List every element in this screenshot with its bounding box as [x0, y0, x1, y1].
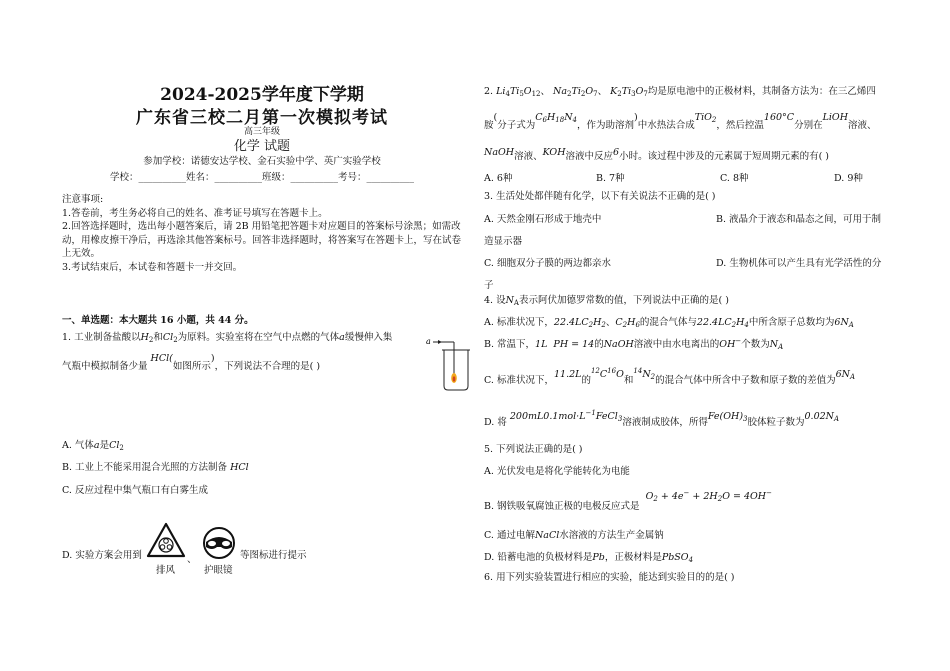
exhaust-fan-icon: [146, 522, 186, 560]
q2-stem-line1: 2. $Li_4Ti_5O_{12}$、 $Na_2Ti_2O_7$、 $K_2Ti_3O_7$均是原电池中的正极材料，其制备方法为：在三乙烯四: [484, 86, 876, 98]
exhaust-icon-label: 排风: [156, 565, 176, 576]
q4-option-b: B. 常温下，1L PH = 14的NaOH溶液中由水电离出的OH−个数为$N_A$: [484, 337, 784, 351]
q5-option-d: D. 铅蓄电池的负极材料是Pb，正极材料是PbSO$_4$: [484, 552, 694, 564]
q5-option-b: B. 钢铁吸氧腐蚀正极的电极反应式是 $O_2 + 4e^- + 2H_2O = 4OH^-$: [484, 489, 772, 512]
q2-stem-line2: 胺(分子式为$C_6H_{18}N_4$，作为助溶剂)中水热法合成TiO$_2$，然后控温160°C分别在LiOH溶液、: [484, 112, 877, 131]
q2-option-d: D. 9种: [834, 173, 863, 184]
q1-option-d: D. 实验方案会用到: [62, 550, 142, 561]
goggles-icon: [200, 526, 238, 560]
q3-option-d-cont: 子: [484, 280, 494, 291]
q6-stem: 6. 用下列实验装置进行相应的实验，能达到实验目的的是( ): [484, 572, 735, 583]
section-title: 一、单选题：本大题共 16 小题，共 44 分。: [62, 315, 254, 326]
q3-option-d: D. 生物机体可以产生具有光学活性的分: [716, 258, 882, 269]
q1-stem-line2: 气瓶中模拟制备少量 HCl(如图所示)，下列说法不合理的是( ): [62, 353, 321, 372]
q1-option-b: B. 工业上不能采用混合光照的方法制备 HCl: [62, 462, 249, 473]
q1-option-c: C. 反应过程中集气瓶口有白雾生成: [62, 485, 208, 496]
q3-option-b-cont: 造显示器: [484, 236, 523, 247]
q1-stem-line1: 1. 工业制备盐酸以$H_2$和$Cl_2$为原料。实验室将在空气中点燃的气体a缓慢伸入集: [62, 332, 393, 344]
q1-option-d-tail: 等图标进行提示: [240, 550, 307, 561]
note-item-1: 1.答卷前，考生务必将自己的姓名、准考证号填写在答题卡上。: [62, 207, 328, 219]
q5-option-a: A. 光伏发电是将化学能转化为电能: [484, 466, 630, 477]
exam-title-year: 2024-2025学年度下学期: [160, 85, 364, 105]
exam-grade: 高三年级: [243, 127, 280, 137]
student-info-line: 学校：__________姓名：__________班级：__________考号：__________: [109, 172, 414, 183]
q4-stem: 4. 设$N_A$表示阿伏加德罗常数的值，下列说法中正确的是( ): [484, 295, 729, 307]
notes-heading: 注意事项:: [62, 194, 104, 205]
q4-option-c: C. 标准状况下，11.2L的$^{12}C^{16}O$和$^{14}N_2$的混合气体中所含中子数和原子数的差值为$6N_A$: [484, 367, 856, 386]
q2-option-a: A. 6种: [484, 173, 513, 184]
q2-option-c: C. 8种: [720, 173, 749, 184]
q1-option-a: A. 气体a是$Cl_2$: [62, 440, 124, 452]
q3-stem: 3. 生活处处都伴随有化学，以下有关说法不正确的是( ): [484, 191, 716, 202]
exam-notes: [62, 193, 462, 274]
q3-option-a: A. 天然金刚石形成于地壳中: [484, 214, 602, 225]
figure-label-a: a: [426, 337, 431, 346]
q5-stem: 5. 下列说法正确的是( ): [484, 444, 583, 455]
q4-option-d: D. 将 $200mL0.1mol\cdot L^{-1}FeCl_3$溶液制成胶体，所得$Fe(OH)_3$胶体粒子数为$0.02N_A$: [484, 409, 840, 428]
gas-bottle-apparatus-figure: [424, 330, 474, 394]
note-item-2: 2.回答选择题时，选出每小题答案后，请 2B 用铅笔把答题卡对应题目的答案标号涂黑；如需改动，用橡皮擦干净后，再选涂其他答案标号。回答非选择题时，将答案写在答题卡上，写在试卷上无效。: [62, 221, 462, 259]
goggles-icon-label: 护眼镜: [204, 565, 233, 576]
q5-option-c: C. 通过电解NaCl水溶液的方法生产金属钠: [484, 530, 664, 541]
q3-option-b: B. 液晶介于液态和晶态之间，可用于制: [716, 214, 882, 225]
note-item-3: 3.考试结束后，本试卷和答题卡一并交回。: [62, 261, 243, 273]
q4-option-a: A. 标准状况下，$22.4LC_2H_2$、$C_2H_6$的混合气体与$22.4LC_2H_4$中所含原子总数均为$6N_A$: [484, 317, 854, 329]
q2-stem-line3: NaOH溶液、KOH溶液中反应6小时。该过程中涉及的元素属于短周期元素的有( ): [484, 147, 829, 162]
q1-option-d-separator: 、: [187, 554, 197, 565]
exam-title-name: 广东省三校二月第一次模拟考试: [136, 108, 388, 128]
q2-option-b: B. 7种: [596, 173, 625, 184]
exam-subject: 化学 试题: [233, 139, 291, 154]
participating-schools: 参加学校：诺德安达学校、金石实验中学、英广实验学校: [143, 156, 381, 167]
q3-option-c: C. 细胞双分子膜的两边都亲水: [484, 258, 611, 269]
